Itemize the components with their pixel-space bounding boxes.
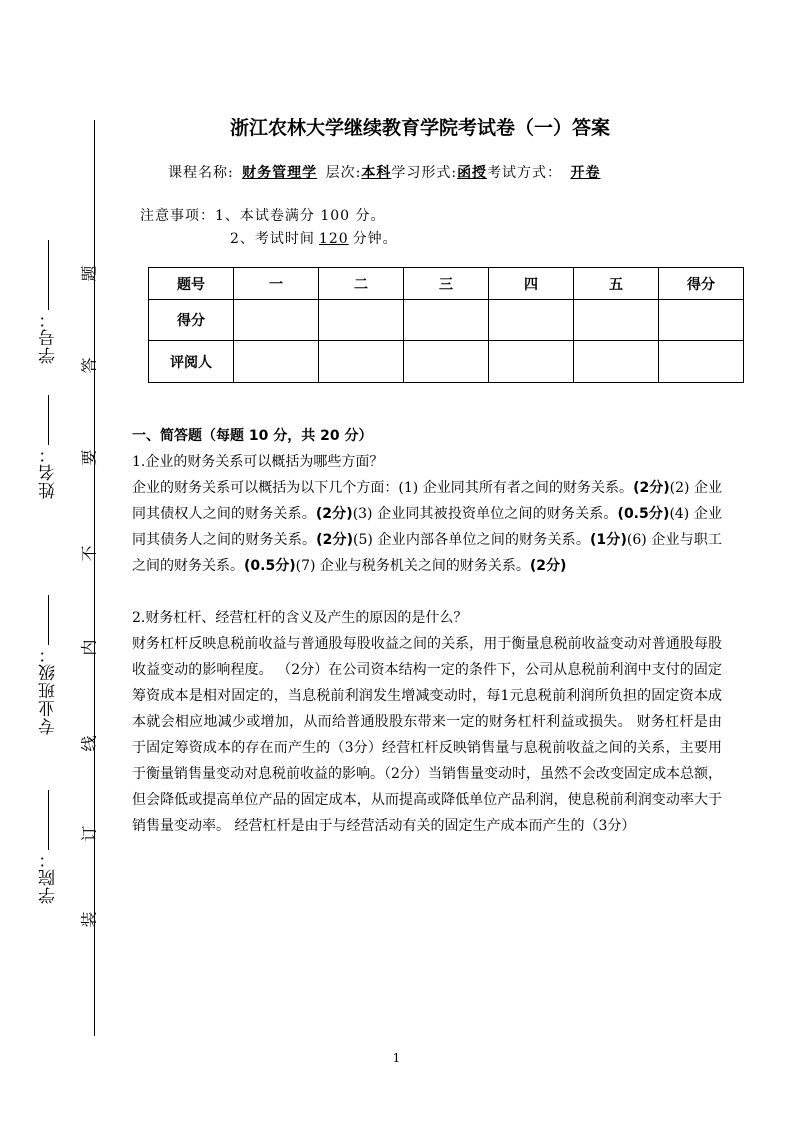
score-mark: (1分) (590, 532, 627, 548)
binding-char: 线 (79, 735, 99, 752)
college-blank (48, 790, 49, 850)
class-label: 专业班级： (39, 645, 59, 735)
score-mark: (2分) (315, 506, 353, 522)
score-row-label: 得分 (149, 300, 234, 341)
score-cell (489, 300, 574, 341)
answer-content (132, 423, 722, 839)
score-header-cell: 得分 (659, 268, 744, 300)
score-header-cell: 一 (234, 268, 319, 300)
answer-1-text: (4) 企业同其债务人之间的财务关系。 (132, 506, 723, 548)
binding-char: 订 (79, 825, 99, 842)
answer-1-text: (7) 企业与税务机关之间的财务关系。 (295, 558, 530, 574)
score-table (148, 267, 744, 383)
exam-label: 考试方式： (487, 165, 563, 181)
notice-time-value: 120 (318, 231, 349, 247)
score-cell (319, 341, 404, 383)
course-value: 财务管理学 (242, 165, 318, 181)
exam-value: 开卷 (570, 165, 601, 181)
notice-label: 注意事项： (140, 208, 215, 224)
answer-1-text: (5) 企业内部各单位之间的财务关系。 (353, 532, 590, 548)
notice-item-1: 1、本试卷满分 100 分。 (215, 208, 386, 224)
score-table-header-row (149, 268, 744, 300)
binding-char: 内 (79, 639, 99, 656)
page-title: 浙江农林大学继续教育学院考试卷（一）答案 (229, 117, 610, 139)
score-header-cell: 题号 (149, 268, 234, 300)
answer-1-text: 企业的财务关系可以概括为以下几个方面：(1) 企业同其所有者之间的财务关系。 (132, 480, 634, 496)
notice-item-2-prefix: 2、考试时间 (230, 231, 315, 247)
answer-1-text: (2) 企业同其债权人之间的财务关系。 (132, 480, 722, 522)
class-blank (48, 595, 49, 645)
score-mark: (0.5分) (617, 506, 670, 522)
score-row-label: 评阅人 (149, 341, 234, 383)
score-cell (574, 300, 659, 341)
score-mark: (2分) (529, 558, 567, 574)
name-label: 姓名： (39, 445, 59, 499)
binding-char: 装 (79, 911, 99, 928)
binding-char: 要 (79, 449, 99, 466)
class-field (36, 595, 61, 735)
score-mark: (0.5分) (244, 558, 296, 574)
course-info-line (168, 162, 604, 182)
answer-1-text: (6) 企业与职工之间的财务关系。 (132, 532, 722, 574)
name-field (36, 395, 61, 499)
student-id-blank (48, 240, 49, 310)
spacer (132, 579, 722, 605)
course-label: 课程名称: (168, 165, 234, 181)
question-2: 2.财务杠杆、经营杠杆的含义及产生的原因的是什么？ (132, 610, 468, 626)
score-cell (319, 300, 404, 341)
study-label: 学习形式: (391, 165, 458, 181)
score-cell (489, 341, 574, 383)
score-table-row (149, 300, 744, 341)
score-cell (234, 341, 319, 383)
score-header-cell: 五 (574, 268, 659, 300)
study-value: 函授 (457, 165, 488, 181)
name-blank (48, 395, 49, 445)
level-value: 本科 (361, 165, 392, 181)
answer-1 (132, 475, 722, 579)
score-table-row (149, 341, 744, 383)
binding-line (94, 120, 95, 1036)
notice-block (140, 205, 398, 251)
score-header-cell: 二 (319, 268, 404, 300)
college-field (36, 790, 61, 904)
binding-char: 题 (79, 265, 99, 282)
answer-1-text: (3) 企业同其被投资单位之间的财务关系。 (352, 506, 618, 522)
score-cell (234, 300, 319, 341)
page-number: 1 (392, 1051, 401, 1065)
student-id-label: 学号： (39, 310, 59, 364)
score-header-cell: 四 (489, 268, 574, 300)
score-cell (574, 341, 659, 383)
student-id-field (36, 240, 61, 364)
level-label: 层次: (325, 165, 362, 181)
score-header-cell: 三 (404, 268, 489, 300)
score-cell (404, 300, 489, 341)
notice-item-2 (140, 228, 398, 251)
score-cell (659, 300, 744, 341)
score-cell (404, 341, 489, 383)
score-cell (659, 341, 744, 383)
question-1: 1.企业的财务关系可以概括为哪些方面？ (132, 454, 384, 470)
score-mark: (2分) (316, 532, 354, 548)
score-mark: (2分) (633, 480, 670, 496)
answer-2: 财务杠杆反映息税前收益与普通股每股收益之间的关系，用于衡量息税前收益变动对普通股每股收益变动的影响程度。 （2分）在公司资本结构一定的条件下，公司从息税前利润中支付的固定筹资成本是相对固定的，当息税前利润发生增减变动时，每1元息税前利润所负担的固定资本成本就会相应地减少或增加，从而给普通股股东带来一定的财务杠杆利益或损失。 财务杠杆是由于固定筹资成本的存在而产生的（3分）经营杠杆反映销售量与息税前收益之间的关系，主要用于衡量销售量变动对息税前收益的影响。（2分）当销售量变动时，虽然不会改变固定成本总额，但会降低或提高单位产品的固定成本，从而提高或降低单位产品利润，使息税前利润变动率大于销售量变动率。 经营杠杆是由于与经营活动有关的固定生产成本而产生的（3分） (132, 636, 722, 834)
college-label: 学院： (39, 850, 59, 904)
binding-char: 不 (79, 545, 99, 562)
notice-item-2-suffix: 分钟。 (352, 231, 398, 247)
section-title: 一、简答题（每题 10 分，共 20 分） (132, 428, 373, 444)
binding-char: 答 (79, 357, 99, 374)
